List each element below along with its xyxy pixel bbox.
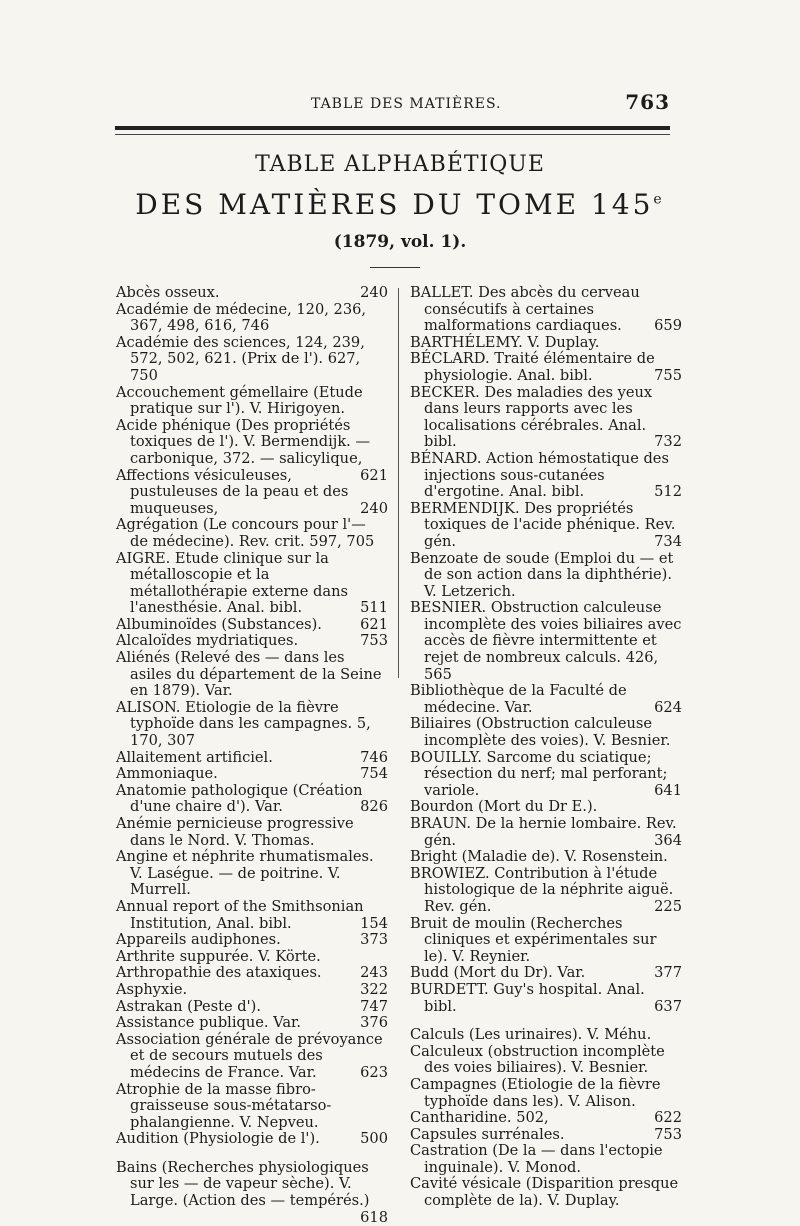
index-entry-text: Bibliothèque de la Faculté de médecine. Var. (410, 682, 627, 716)
index-entry-text: BÉNARD. Action hémostatique des injections sous-cutanées d'ergotine. Anal. bibl. (410, 449, 669, 501)
index-entry-text: Appareils audiphones. (116, 931, 281, 949)
index-entry-text: Albuminoïdes (Substances). (116, 615, 322, 633)
index-entry-text: Asphyxie. (116, 980, 188, 998)
index-entry-text: ALISON. Etiologie de la fièvre typhoïde dans les campagnes. 5, 170, 307 (116, 698, 371, 750)
left-column (116, 285, 388, 1226)
index-entry (116, 816, 388, 849)
index-entry-page: 732 (654, 433, 682, 451)
index-entry-text: Bourdon (Mort du Dr E.). (410, 798, 598, 816)
index-title-line1: TABLE ALPHABÉTIQUE (255, 152, 545, 177)
index-entry-page: 225 (654, 897, 682, 915)
index-entry-page: 373 (360, 931, 388, 949)
index-title-volume: (1879, vol. 1). (333, 232, 467, 252)
index-entry (410, 1143, 682, 1176)
index-entry-page: 734 (654, 532, 682, 550)
index-entry (410, 683, 682, 716)
index-entry (116, 999, 388, 1016)
index-entry-page: 240 (360, 284, 388, 301)
index-entry-page: 377 (654, 964, 682, 982)
index-entry-text: Agrégation (Le concours pour l'— de médecine). Rev. crit. 597, 705 (116, 516, 375, 550)
index-entry-text: Budd (Mort du Dr). Var. (410, 964, 586, 982)
index-entry-text: Atrophie de la masse fibro-graisseuse sous-métatarso-phalangienne. V. Nepveu. (116, 1080, 332, 1131)
index-entry-text: Bright (Maladie de). V. Rosenstein. (410, 848, 668, 866)
index-entry-text: Anatomie pathologique (Création d'une chaire d'). Var. (116, 781, 363, 816)
index-entry (116, 633, 388, 650)
index-entry (116, 949, 388, 966)
index-entry (116, 766, 388, 783)
index-entry (116, 1082, 388, 1132)
index-entry-text: Calculeux (obstruction incomplète des voies biliaires). V. Besnier. (410, 1042, 665, 1077)
index-entry-text: BOUILLY. Sarcome du sciatique; résection du nerf; mal perforant; variole. (410, 748, 668, 799)
index-entry (116, 335, 388, 385)
index-entry-text: Castration (De la — dans l'ectopie inguinale). V. Monod. (410, 1142, 663, 1176)
index-entry-text: Affections vésiculeuses, pustuleuses de la peau et des muqueuses, (116, 466, 349, 517)
index-entry-text: BÉCLARD. Traité élémentaire de physiologie. Anal. bibl. (410, 350, 655, 384)
index-entry-text: Campagnes (Etiologie de la fièvre typhoïde dans les). V. Alison. (410, 1075, 661, 1110)
index-title-line2-text: DES MATIÈRES DU TOME 145 (135, 188, 654, 221)
index-entry-text: BESNIER. Obstruction calculeuse incomplète des voies biliaires avec accès de fièvre intermittente et rejet de nombreux calculs. 426, 565 (410, 599, 682, 683)
index-entry-text: Académie des sciences, 124, 239, 572, 502, 621. (Prix de l'). 627, 750 (116, 333, 365, 384)
index-entry (116, 650, 388, 700)
index-entry-text: Aliénés (Relevé des — dans les asiles du département de la Seine en 1879). Var. (116, 649, 382, 700)
index-entry (116, 1032, 388, 1082)
index-entry (116, 416, 388, 484)
index-entry (410, 451, 682, 501)
index-entry-page: 659 (654, 317, 682, 335)
index-entry-page: 376 (360, 1014, 388, 1032)
index-entry-text: Alcaloïdes mydriatiques. (116, 632, 299, 650)
index-entry-text: Capsules surrénales. (410, 1125, 565, 1143)
index-entry-page: 621 (360, 466, 388, 484)
index-entry-page: 746 (360, 748, 388, 766)
index-entry-page: 500 (360, 1130, 388, 1148)
index-entry-page: 755 (654, 366, 682, 384)
index-entry-text: BRAUN. De la hernie lombaire. Rev. gén. (410, 815, 677, 849)
right-column (410, 285, 682, 1210)
index-entry (410, 1044, 682, 1077)
index-entry (116, 982, 388, 999)
index-entry-text: Acide phénique (Des propriétés toxiques de l'). V. Bermendijk. — carbonique, 372. — salicylique, (116, 416, 371, 467)
index-entry-page: 243 (360, 964, 388, 982)
index-entry-text: Biliaires (Obstruction calculeuse incomplète des voies). V. Besnier. (410, 715, 671, 750)
index-entry-page: 240 (360, 499, 388, 517)
index-entry-text: BECKER. Des maladies des yeux dans leurs rapports avec les localisations cérébrales. Anal. bibl. (410, 383, 653, 451)
index-entry-text: Assistance publique. Var. (116, 1014, 302, 1032)
index-entry-page: 512 (654, 483, 682, 501)
index-entry-text: Calculs (Les urinaires). V. Méhu. (410, 1026, 652, 1044)
index-entry (116, 932, 388, 949)
index-entry (410, 916, 682, 966)
index-entry-text: Benzoate de soude (Emploi du — et de son action dans la diphthérie). V. Letzerich. (410, 549, 674, 600)
index-entry-text: Annual report of the Smithsonian Institution, Anal. bibl. (116, 897, 364, 932)
index-entry (410, 1110, 682, 1127)
index-entry-text: Allaitement artificiel. (116, 748, 273, 766)
index-entry-page: 624 (654, 698, 682, 716)
index-entry-text: Arthrite suppurée. V. Körte. (116, 947, 321, 965)
index-entry (116, 617, 388, 634)
index-entry (116, 750, 388, 767)
index-entry (116, 468, 388, 518)
index-entry-text: Anémie pernicieuse progressive dans le Nord. V. Thomas. (116, 815, 354, 849)
index-entry-text: Ammoniaque. (116, 765, 218, 783)
index-entry (410, 965, 682, 982)
index-entry (116, 899, 388, 932)
index-entry-page: 364 (654, 831, 682, 849)
index-entry (410, 799, 682, 816)
index-entry (410, 551, 682, 601)
index-entry-page: 623 (360, 1063, 388, 1081)
index-entry-page: 618 (360, 1208, 388, 1226)
index-entry-page: 511 (360, 599, 388, 617)
index-entry (410, 385, 682, 451)
index-entry-text: BERMENDIJK. Des propriétés toxiques de l'acide phénique. Rev. gén. (410, 499, 676, 550)
index-entry-text: Association générale de prévoyance et de secours mutuels des médecins de France. Var. (116, 1030, 383, 1081)
index-entry (410, 351, 682, 384)
index-entry (116, 385, 388, 418)
index-entry (116, 285, 388, 302)
index-entry (116, 965, 388, 982)
index-entry (116, 783, 388, 816)
index-entry-text: Cavité vésicale (Disparition presque complète de la). V. Duplay. (410, 1175, 679, 1210)
index-entry-text: BROWIEZ. Contribution à l'étude histologique de la néphrite aiguë. Rev. gén. (410, 864, 674, 915)
index-entry-text: Bruit de moulin (Recherches cliniques et expérimentales sur le). V. Reynier. (410, 914, 657, 965)
index-entry-text: BALLET. Des abcès du cerveau consécutifs à certaines malformations cardiaques. (410, 284, 640, 335)
header-rule-thick (115, 126, 670, 130)
index-entry (410, 1077, 682, 1110)
index-entry (116, 302, 388, 335)
index-entry (410, 1027, 682, 1044)
index-entry-text: BARTHÉLEMY. V. Duplay. (410, 333, 600, 351)
index-entry-text: Angine et néphrite rhumatismales. V. Laségue. — de poitrine. V. Murrell. (116, 848, 374, 899)
index-entry (410, 866, 682, 916)
index-entry-page: 826 (360, 798, 388, 816)
index-entry-page: 154 (360, 914, 388, 932)
index-entry (410, 1176, 682, 1209)
index-entry (410, 849, 682, 866)
index-entry-text: Abcès osseux. (116, 284, 220, 301)
running-title: TABLE DES MATIÈRES. (311, 96, 502, 112)
index-entry (116, 700, 388, 750)
index-entry-page: 753 (654, 1125, 682, 1143)
index-entry (410, 750, 682, 800)
index-entry (410, 1127, 682, 1144)
index-title-line2-superscript: e (653, 191, 665, 208)
index-entry-text: Accouchement gémellaire (Etude pratique sur l'). V. Hirigoyen. (116, 383, 363, 418)
index-title-line2 (0, 188, 800, 221)
index-entry (410, 600, 682, 683)
index-entry (116, 1131, 388, 1148)
header-rule-thin (115, 134, 670, 135)
index-entry-text: BURDETT. Guy's hospital. Anal. bibl. (410, 980, 645, 1015)
index-entry-text: Bains (Recherches physiologiques sur les — de vapeur sèche). V. Large. (Action des — tempérés.) (116, 1158, 370, 1210)
index-entry (410, 716, 682, 749)
index-entry-page: 641 (654, 781, 682, 799)
index-entry (116, 849, 388, 899)
index-entry-text: Académie de médecine, 120, 236, 367, 498, 616, 746 (116, 300, 367, 335)
index-entry (410, 335, 682, 352)
index-entry-text: Audition (Physiologie de l'). (116, 1130, 320, 1148)
index-entry-page: 747 (360, 997, 388, 1015)
index-entry-page: 637 (654, 997, 682, 1015)
index-entry-page: 753 (360, 632, 388, 650)
column-divider (398, 288, 399, 678)
index-entry (116, 551, 388, 617)
title-rule (370, 267, 420, 268)
page-number: 763 (625, 90, 670, 114)
index-entry-page: 754 (360, 765, 388, 783)
index-entry (116, 1015, 388, 1032)
index-entry-page: 622 (654, 1109, 682, 1127)
index-entry-text: Astrakan (Peste d'). (116, 997, 261, 1015)
index-entry (116, 517, 388, 550)
index-entry-page: 322 (360, 980, 388, 998)
index-entry-text: Cantharidine. 502, (410, 1109, 549, 1127)
index-entry-page: 621 (360, 615, 388, 633)
index-entry-text: Arthropathie des ataxiques. (116, 964, 322, 982)
index-entry (410, 285, 682, 335)
index-entry (410, 816, 682, 849)
index-entry (410, 982, 682, 1015)
index-entry (116, 1158, 388, 1226)
index-entry-text: AIGRE. Etude clinique sur la métalloscopie et la métallothérapie externe dans l'anesthésie. Anal. bibl. (116, 549, 348, 617)
index-entry (410, 501, 682, 551)
